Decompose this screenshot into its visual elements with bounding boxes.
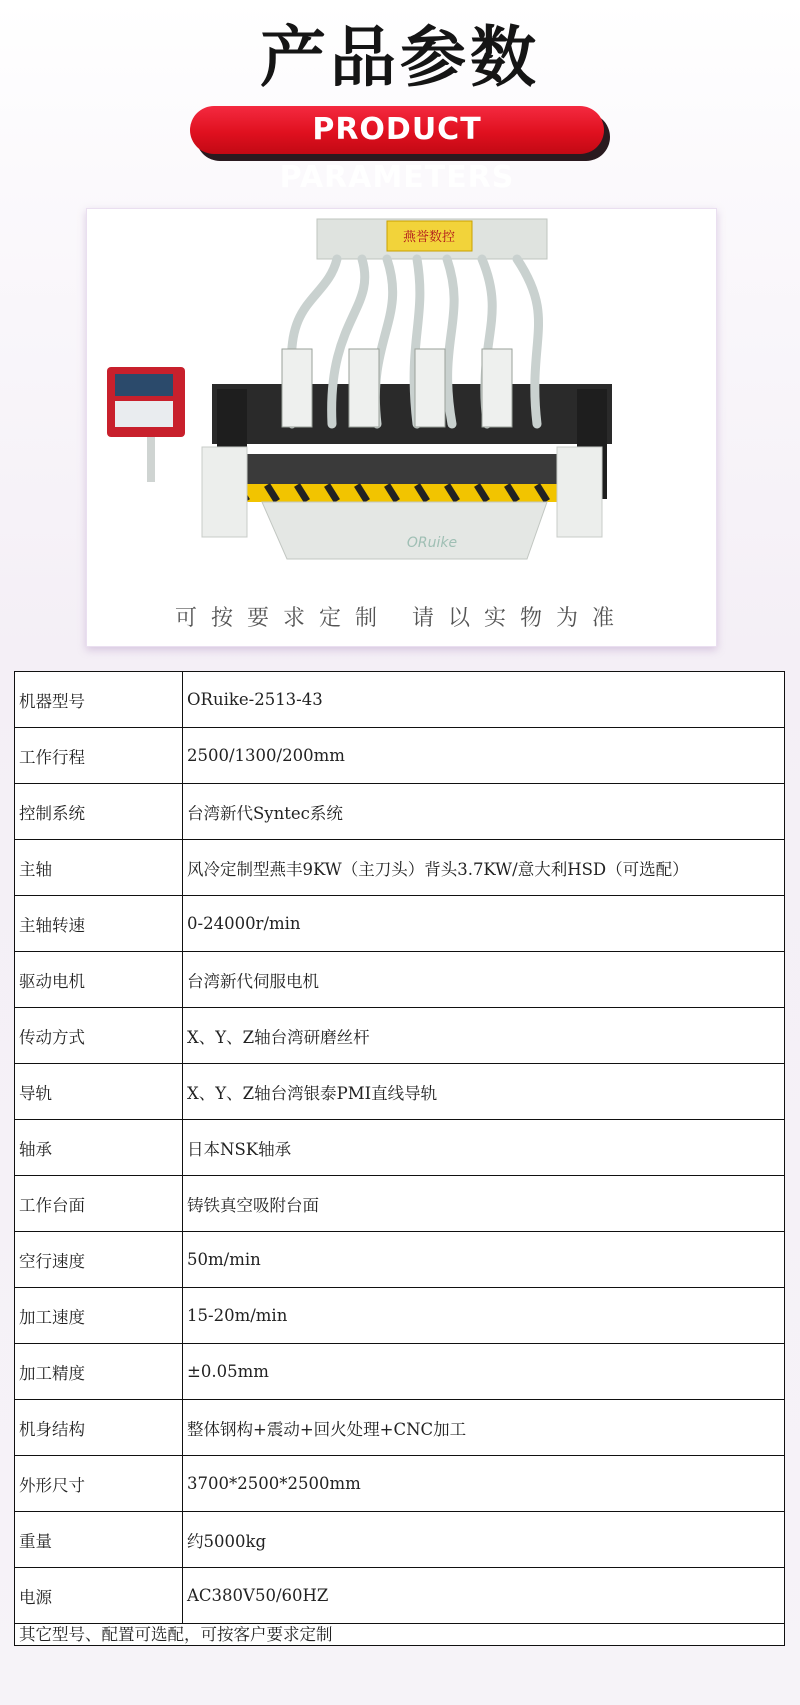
param-name: 工作台面 <box>15 1176 183 1232</box>
param-name: 外形尺寸 <box>15 1456 183 1512</box>
right-column <box>557 447 602 537</box>
param-value: X、Y、Z轴台湾研磨丝杆 <box>183 1008 785 1064</box>
table-row <box>15 1120 785 1176</box>
work-table <box>222 454 582 484</box>
banner-label: PRODUCT PARAMETERS <box>190 106 604 154</box>
product-image <box>86 208 717 647</box>
parameter-table <box>14 671 785 1646</box>
param-value: 约5000kg <box>183 1512 785 1568</box>
param-name: 空行速度 <box>15 1232 183 1288</box>
subtitle-banner <box>190 106 610 195</box>
table-row <box>15 896 785 952</box>
table-footer-row <box>15 1624 785 1646</box>
table-row <box>15 1344 785 1400</box>
param-name: 工作行程 <box>15 728 183 784</box>
table-row <box>15 1288 785 1344</box>
table-row <box>15 1232 785 1288</box>
param-value: 整体钢构+震动+回火处理+CNC加工 <box>183 1400 785 1456</box>
param-value: 15-20m/min <box>183 1288 785 1344</box>
param-value: 50m/min <box>183 1232 785 1288</box>
table-row <box>15 1512 785 1568</box>
param-value: 风冷定制型燕丰9KW（主刀头）背头3.7KW/意大利HSD（可选配） <box>183 840 785 896</box>
left-column <box>202 447 247 537</box>
param-name: 电源 <box>15 1568 183 1624</box>
param-name: 驱动电机 <box>15 952 183 1008</box>
brand-sign-text: 燕誉数控 <box>402 230 456 245</box>
param-value: AC380V50/60HZ <box>183 1568 785 1624</box>
param-value: 台湾新代Syntec系统 <box>183 784 785 840</box>
table-row <box>15 952 785 1008</box>
table-row <box>15 784 785 840</box>
param-name: 轴承 <box>15 1120 183 1176</box>
watermark-text: ORuike <box>406 535 458 551</box>
machine-base <box>262 502 547 559</box>
param-name: 主轴转速 <box>15 896 183 952</box>
param-name: 主轴 <box>15 840 183 896</box>
param-name: 加工速度 <box>15 1288 183 1344</box>
parameter-table-body <box>15 672 785 1646</box>
param-name: 机身结构 <box>15 1400 183 1456</box>
table-row <box>15 1064 785 1120</box>
param-value: 日本NSK轴承 <box>183 1120 785 1176</box>
param-value: 3700*2500*2500mm <box>183 1456 785 1512</box>
control-panel <box>107 367 185 482</box>
table-row <box>15 1456 785 1512</box>
param-name: 重量 <box>15 1512 183 1568</box>
footer-note: 其它型号、配置可选配，可按客户要求定制 <box>15 1624 785 1646</box>
param-name: 机器型号 <box>15 672 183 728</box>
param-name: 加工精度 <box>15 1344 183 1400</box>
param-value: ORuike-2513-43 <box>183 672 785 728</box>
param-name: 控制系统 <box>15 784 183 840</box>
param-name: 导轨 <box>15 1064 183 1120</box>
page-title: 产品参数 <box>260 19 540 96</box>
param-value: 0-24000r/min <box>183 896 785 952</box>
param-value: 2500/1300/200mm <box>183 728 785 784</box>
table-row <box>15 1176 785 1232</box>
param-value: 铸铁真空吸附台面 <box>183 1176 785 1232</box>
image-caption: 可按要求定制 请以实物为准 <box>175 606 628 631</box>
table-row <box>15 840 785 896</box>
param-value: ±0.05mm <box>183 1344 785 1400</box>
table-row <box>15 1568 785 1624</box>
table-row <box>15 728 785 784</box>
cnc-machine-illustration <box>87 209 716 646</box>
param-name: 传动方式 <box>15 1008 183 1064</box>
param-value: X、Y、Z轴台湾银泰PMI直线导轨 <box>183 1064 785 1120</box>
table-row <box>15 1008 785 1064</box>
param-value: 台湾新代伺服电机 <box>183 952 785 1008</box>
table-row <box>15 672 785 728</box>
table-row <box>15 1400 785 1456</box>
